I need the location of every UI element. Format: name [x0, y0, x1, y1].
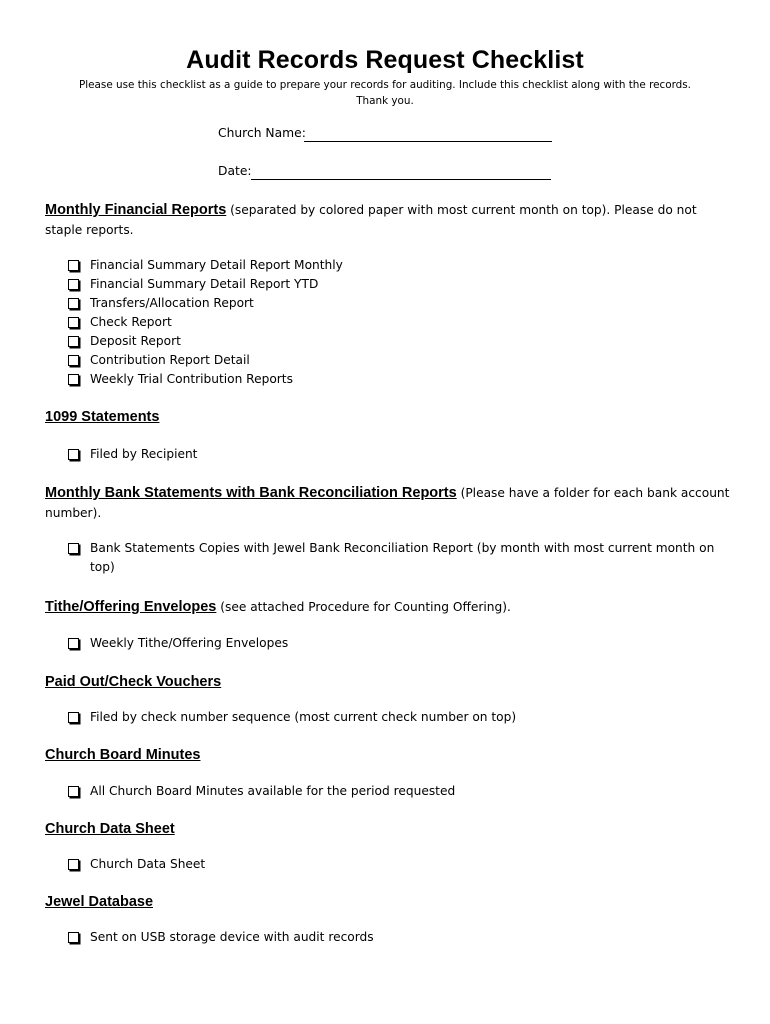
checklist-item[interactable]: Financial Summary Detail Report YTD	[68, 275, 728, 294]
checkbox-icon[interactable]	[68, 786, 79, 797]
checklist-bank	[68, 539, 728, 577]
section-heading: Paid Out/Check Vouchers	[45, 674, 222, 690]
checklist-1099	[68, 445, 728, 464]
checklist-item[interactable]: Sent on USB storage device with audit records	[68, 928, 728, 947]
checklist-item[interactable]: All Church Board Minutes available for the period requested	[68, 782, 728, 801]
checklist-vouchers	[68, 708, 728, 727]
checklist-item[interactable]: Church Data Sheet	[68, 855, 728, 874]
date-label: Date:	[218, 164, 252, 178]
checkbox-icon[interactable]	[68, 638, 79, 649]
intro-thanks: Thank you.	[356, 95, 414, 107]
section-heading: 1099 Statements	[45, 409, 160, 425]
section-heading: Tithe/Offering Envelopes	[45, 599, 217, 615]
section-heading: Monthly Financial Reports	[45, 202, 227, 218]
checklist-item[interactable]: Filed by check number sequence (most current check number on top)	[68, 708, 728, 727]
section-tithe-offering	[45, 597, 735, 617]
checkbox-icon[interactable]	[68, 449, 79, 460]
checkbox-icon[interactable]	[68, 355, 79, 366]
date-line	[251, 179, 551, 180]
checklist-data-sheet	[68, 855, 728, 874]
checklist-item[interactable]: Transfers/Allocation Report	[68, 294, 728, 313]
section-heading: Church Board Minutes	[45, 747, 201, 763]
checklist-item[interactable]: Check Report	[68, 313, 728, 332]
checklist-item[interactable]: Contribution Report Detail	[68, 351, 728, 370]
section-paid-out-vouchers	[45, 672, 735, 692]
checklist-monthly-financial	[68, 256, 728, 389]
section-1099-statements	[45, 407, 735, 427]
section-heading: Monthly Bank Statements with Bank Reconciliation Reports	[45, 485, 457, 501]
checklist-item[interactable]: Bank Statements Copies with Jewel Bank Reconciliation Report (by month with most current month on top)	[68, 539, 728, 577]
section-description: (see attached Procedure for Counting Offering).	[216, 600, 511, 614]
checklist-item[interactable]: Weekly Trial Contribution Reports	[68, 370, 728, 389]
section-church-data-sheet	[45, 819, 735, 839]
date-field	[218, 164, 252, 178]
intro-text: Please use this checklist as a guide to prepare your records for auditing. Include this checklist along with the records.	[79, 79, 691, 91]
checkbox-icon[interactable]	[68, 317, 79, 328]
church-name-field	[218, 126, 306, 140]
checklist-board-minutes	[68, 782, 728, 801]
checkbox-icon[interactable]	[68, 374, 79, 385]
checklist-jewel	[68, 928, 728, 947]
checklist-item[interactable]: Financial Summary Detail Report Monthly	[68, 256, 728, 275]
checkbox-icon[interactable]	[68, 712, 79, 723]
checkbox-icon[interactable]	[68, 543, 79, 554]
checkbox-icon[interactable]	[68, 932, 79, 943]
section-jewel-database	[45, 892, 735, 912]
section-monthly-financial-reports	[45, 200, 735, 240]
checkbox-icon[interactable]	[68, 279, 79, 290]
church-name-line	[304, 141, 552, 142]
church-name-label: Church Name:	[218, 126, 306, 140]
checkbox-icon[interactable]	[68, 260, 79, 271]
section-church-board-minutes	[45, 745, 735, 765]
section-description: (separated by colored paper with most current month on top). Please do not staple reports.	[45, 203, 697, 237]
checklist-tithe	[68, 634, 728, 653]
checklist-item[interactable]: Deposit Report	[68, 332, 728, 351]
checkbox-icon[interactable]	[68, 298, 79, 309]
checklist-item[interactable]: Weekly Tithe/Offering Envelopes	[68, 634, 728, 653]
checklist-item[interactable]: Filed by Recipient	[68, 445, 728, 464]
checkbox-icon[interactable]	[68, 859, 79, 870]
page-title: Audit Records Request Checklist	[186, 46, 584, 74]
section-heading: Jewel Database	[45, 894, 154, 910]
checkbox-icon[interactable]	[68, 336, 79, 347]
section-heading: Church Data Sheet	[45, 821, 175, 837]
section-bank-statements	[45, 483, 735, 523]
section-description: (Please have a folder for each bank account number).	[45, 486, 730, 520]
